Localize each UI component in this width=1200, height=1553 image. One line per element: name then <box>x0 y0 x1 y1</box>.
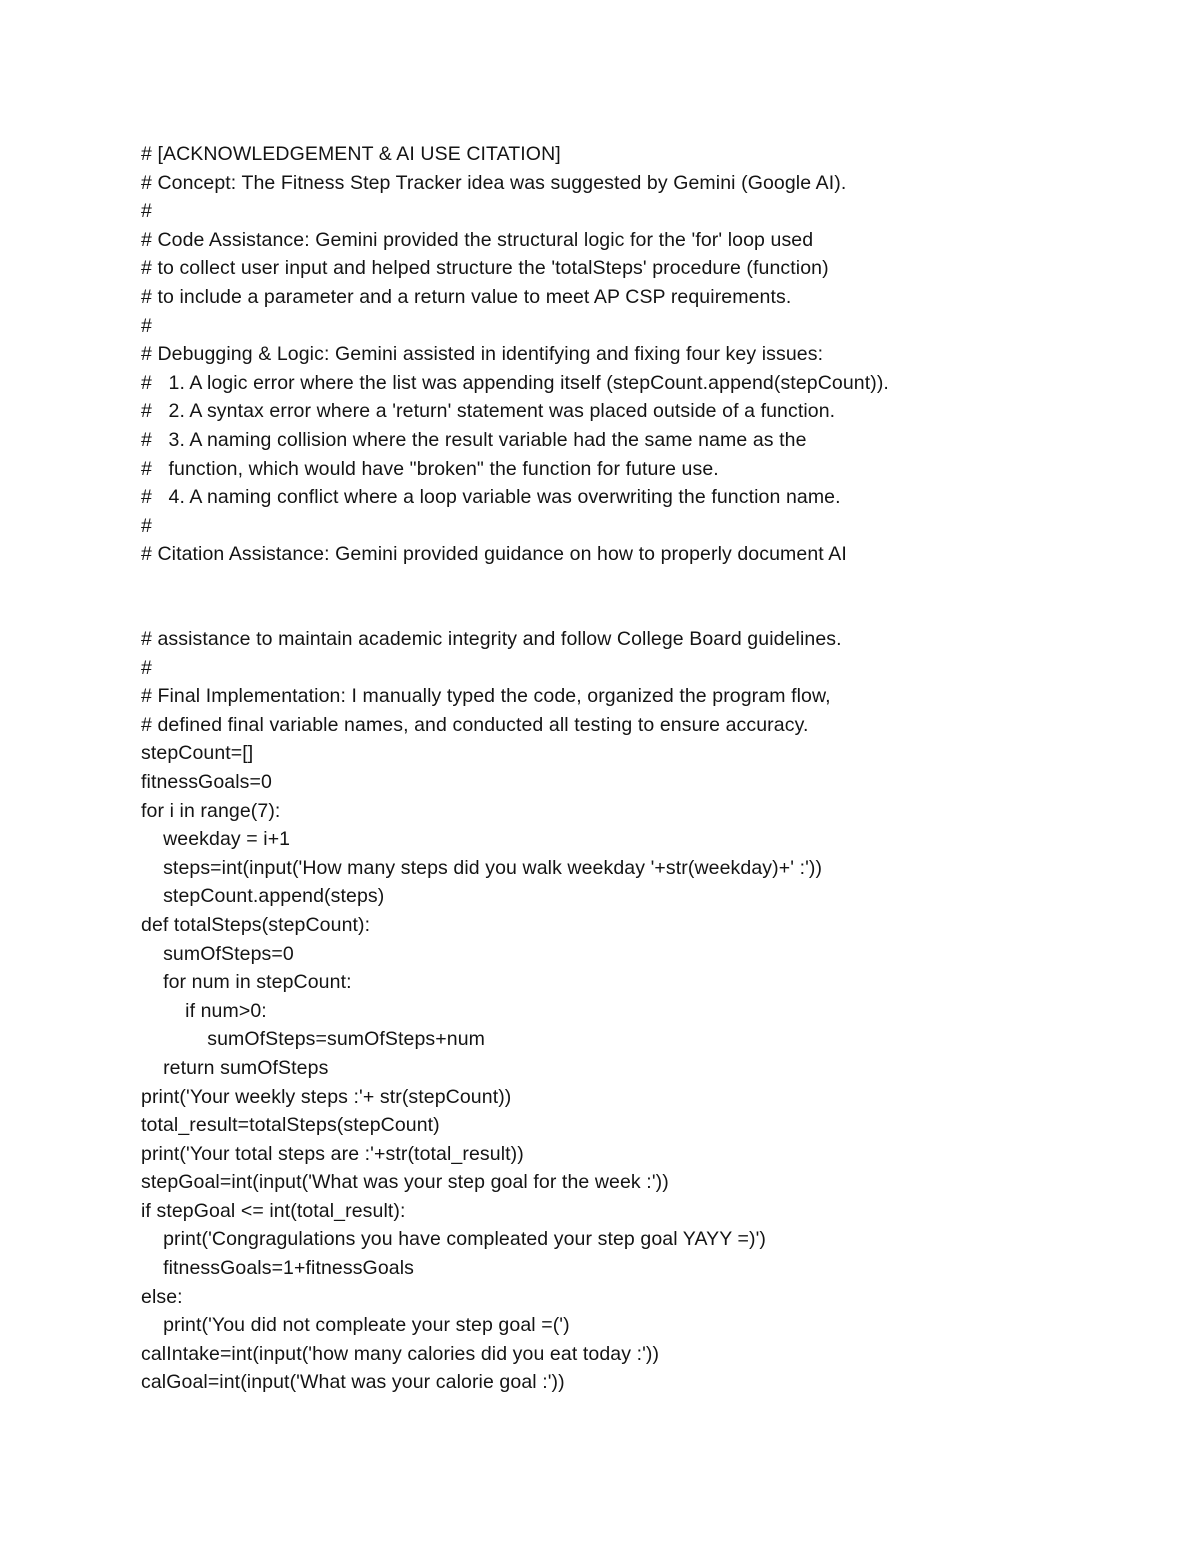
text-line: # assistance to maintain academic integrity and follow College Board guidelines. <box>141 628 842 650</box>
text-line: weekday = i+1 <box>141 828 291 851</box>
text-line: for i in range(7): <box>141 799 281 822</box>
text-line: # Debugging & Logic: Gemini assisted in identifying and fixing four key issues: <box>141 343 824 366</box>
text-line: print('Your weekly steps :'+ str(stepCount)) <box>141 1085 512 1108</box>
text-line: # 2. A syntax error where a 'return' statement was placed outside of a function. <box>141 400 836 423</box>
text-line: # <box>141 200 152 223</box>
text-line: # to collect user input and helped structure the 'totalSteps' procedure (function) <box>141 257 829 280</box>
text-line: calGoal=int(input('What was your calorie goal :')) <box>141 1371 565 1394</box>
text-line: if num>0: <box>141 999 267 1022</box>
text-line: steps=int(input('How many steps did you walk weekday '+str(weekday)+' :')) <box>141 856 823 879</box>
text-line: calIntake=int(input('how many calories did you eat today :')) <box>141 1342 660 1365</box>
text-line: # <box>141 656 152 679</box>
text-line: sumOfSteps=sumOfSteps+num <box>141 1028 485 1051</box>
text-line: print('Congragulations you have compleated your step goal YAYY =)') <box>141 1228 766 1251</box>
code-block <box>141 625 1141 1397</box>
text-line: stepCount=[] <box>141 742 254 765</box>
text-line: return sumOfSteps <box>141 1056 329 1079</box>
text-line: # <box>141 314 152 337</box>
text-line: # 1. A logic error where the list was appending itself (stepCount.append(stepCount)). <box>141 371 889 394</box>
text-line: # Final Implementation: I manually typed the code, organized the program flow, <box>141 685 831 708</box>
text-line: def totalSteps(stepCount): <box>141 913 371 936</box>
text-line: # <box>141 514 152 537</box>
text-line: stepCount.append(steps) <box>141 885 385 908</box>
text-line: # [ACKNOWLEDGEMENT & AI USE CITATION] <box>141 143 561 165</box>
text-line: fitnessGoals=1+fitnessGoals <box>141 1257 414 1280</box>
text-line: # Citation Assistance: Gemini provided guidance on how to properly document AI <box>141 543 847 566</box>
text-line: fitnessGoals=0 <box>141 770 272 793</box>
text-line: print('You did not compleate your step goal =(') <box>141 1314 570 1337</box>
text-line: sumOfSteps=0 <box>141 942 294 965</box>
text-line: # Concept: The Fitness Step Tracker idea was suggested by Gemini (Google AI). <box>141 171 847 194</box>
text-line: # 4. A naming conflict where a loop variable was overwriting the function name. <box>141 486 841 509</box>
text-line: # defined final variable names, and conducted all testing to ensure accuracy. <box>141 713 809 736</box>
text-line: total_result=totalSteps(stepCount) <box>141 1114 440 1137</box>
text-line: if stepGoal <= int(total_result): <box>141 1199 406 1222</box>
text-line: print('Your total steps are :'+str(total_result)) <box>141 1142 524 1165</box>
text-line: # Code Assistance: Gemini provided the structural logic for the 'for' loop used <box>141 228 814 251</box>
text-line: else: <box>141 1285 183 1308</box>
text-line: # function, which would have "broken" the function for future use. <box>141 457 719 480</box>
text-line: # to include a parameter and a return value to meet AP CSP requirements. <box>141 285 792 308</box>
text-line: for num in stepCount: <box>141 971 352 994</box>
text-line: stepGoal=int(input('What was your step goal for the week :')) <box>141 1171 669 1194</box>
citation-comment-block <box>141 140 1141 569</box>
text-line: # 3. A naming collision where the result variable had the same name as the <box>141 428 807 451</box>
